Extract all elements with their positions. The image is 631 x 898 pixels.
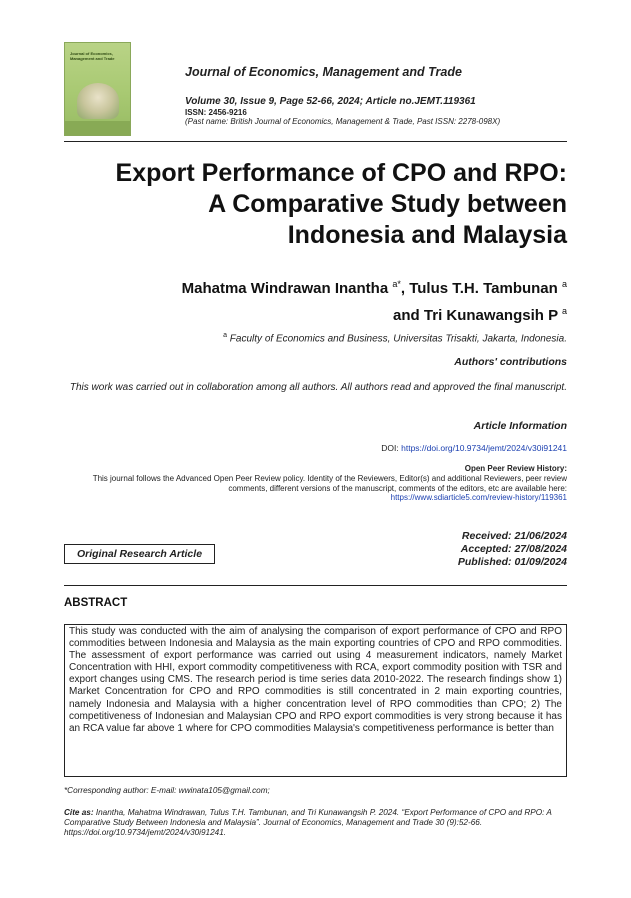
author-1-affil-mark: a* bbox=[392, 279, 401, 289]
author-2: Tulus T.H. Tambunan bbox=[409, 280, 562, 297]
contributions-text: This work was carried out in collaboration among all authors. All authors read and approved the final manuscript. bbox=[69, 382, 567, 393]
abstract-text: This study was conducted with the aim of analysing the comparison of export performance of CPO and RPO commodities between Indonesia and Malaysia as the main exporting countries of CPO and RPO commodities. The assessment of export performance was carried out using 4 measurement indicators, namely Market Concentration with HHI, export commodity competitiveness with RCA, export commodity position with TSR and export changes using CMS. The research period is time series data 2010-2022. The research findings show 1) Market Concentration for CPO and RPO commodities is still concentrated in 2 main exporting countries, namely Indonesia and Malaysia with a higher concentration level of RPO commodities than CPO; 2) The competitiveness of Indonesian and Malaysian CPO and RPO export commodities is very strong because it has an RCA value far above 1 where for CPO commodities Malaysia's competitiveness performance is better than bbox=[69, 626, 562, 734]
article-type-badge: Original Research Article bbox=[64, 544, 215, 564]
abstract-heading: ABSTRACT bbox=[64, 597, 128, 609]
cover-strip bbox=[65, 121, 130, 135]
contributions-heading: Authors' contributions bbox=[454, 356, 567, 368]
date-received: Received: 21/06/2024 bbox=[461, 530, 567, 542]
author-3: Tri Kunawangsih P bbox=[423, 307, 562, 324]
doi-line bbox=[381, 443, 567, 453]
header-divider bbox=[64, 141, 567, 142]
citation bbox=[64, 808, 567, 838]
affiliation-text: Faculty of Economics and Business, Universitas Trisakti, Jakarta, Indonesia. bbox=[227, 333, 567, 345]
cite-label: Cite as: bbox=[64, 808, 94, 817]
authors-line-2 bbox=[64, 300, 567, 327]
cover-photo bbox=[77, 83, 119, 119]
volume-line: Volume 30, Issue 9, Page 52-66, 2024; Article no.JEMT.119361 bbox=[185, 96, 476, 107]
author-and: and bbox=[393, 307, 424, 324]
peer-review-text bbox=[64, 474, 567, 503]
peer-review-description: This journal follows the Advanced Open Peer Review policy. Identity of the Reviewers, Editor(s) and additional Reviewers, peer review comments, different versions of the manuscript, comments of the editors, etc are available here: bbox=[92, 474, 567, 493]
issn: ISSN: 2456-9216 bbox=[185, 108, 247, 117]
author-list bbox=[64, 273, 567, 327]
title-line-2: A Comparative Study between bbox=[208, 190, 567, 218]
publication-dates bbox=[458, 530, 567, 569]
author-1: Mahatma Windrawan Inantha bbox=[181, 280, 393, 297]
peer-review-link[interactable]: https://www.sdiarticle5.com/review-history/119361 bbox=[390, 493, 567, 502]
affiliation bbox=[64, 332, 567, 344]
section-divider bbox=[64, 585, 567, 586]
journal-cover-image bbox=[64, 42, 131, 136]
footnote-divider bbox=[64, 776, 567, 777]
authors-line-1 bbox=[64, 273, 567, 300]
article-info-heading: Article Information bbox=[473, 420, 567, 432]
title-line-3: Indonesia and Malaysia bbox=[287, 221, 567, 249]
peer-review-heading: Open Peer Review History: bbox=[464, 464, 567, 473]
author-3-affil-mark: a bbox=[561, 306, 567, 316]
doi-link[interactable]: https://doi.org/10.9734/jemt/2024/v30i91241 bbox=[401, 443, 567, 453]
cover-title: Journal of Economics, Management and Trade bbox=[70, 51, 115, 61]
date-published: Published: 01/09/2024 bbox=[457, 556, 567, 568]
affiliation-marker: a bbox=[223, 332, 228, 339]
corresponding-author: *Corresponding author: E-mail: wwinata105@gmail.com; bbox=[64, 786, 270, 795]
cite-text: Inantha, Mahatma Windrawan, Tulus T.H. Tambunan, and Tri Kunawangsih P. 2024. “Export Performance of CPO and RPO: A Comparative Study Between Indonesia and Malaysia”. Journal of Economics, Management and Trade 30 (9):52-66. https://doi.org/10.9734/jemt/2024/v30i91241. bbox=[64, 808, 552, 837]
title-line-1: Export Performance of CPO and RPO: bbox=[115, 159, 567, 187]
journal-name: Journal of Economics, Management and Trade bbox=[185, 65, 462, 79]
past-name: (Past name: British Journal of Economics, Management & Trade, Past ISSN: 2278-098X) bbox=[185, 117, 501, 126]
paper-title bbox=[64, 158, 567, 251]
doi-label: DOI: bbox=[381, 443, 402, 453]
date-accepted: Accepted: 27/08/2024 bbox=[460, 543, 567, 555]
author-separator: , bbox=[400, 280, 410, 297]
abstract-box bbox=[64, 624, 567, 776]
author-2-affil-mark: a bbox=[561, 279, 567, 289]
